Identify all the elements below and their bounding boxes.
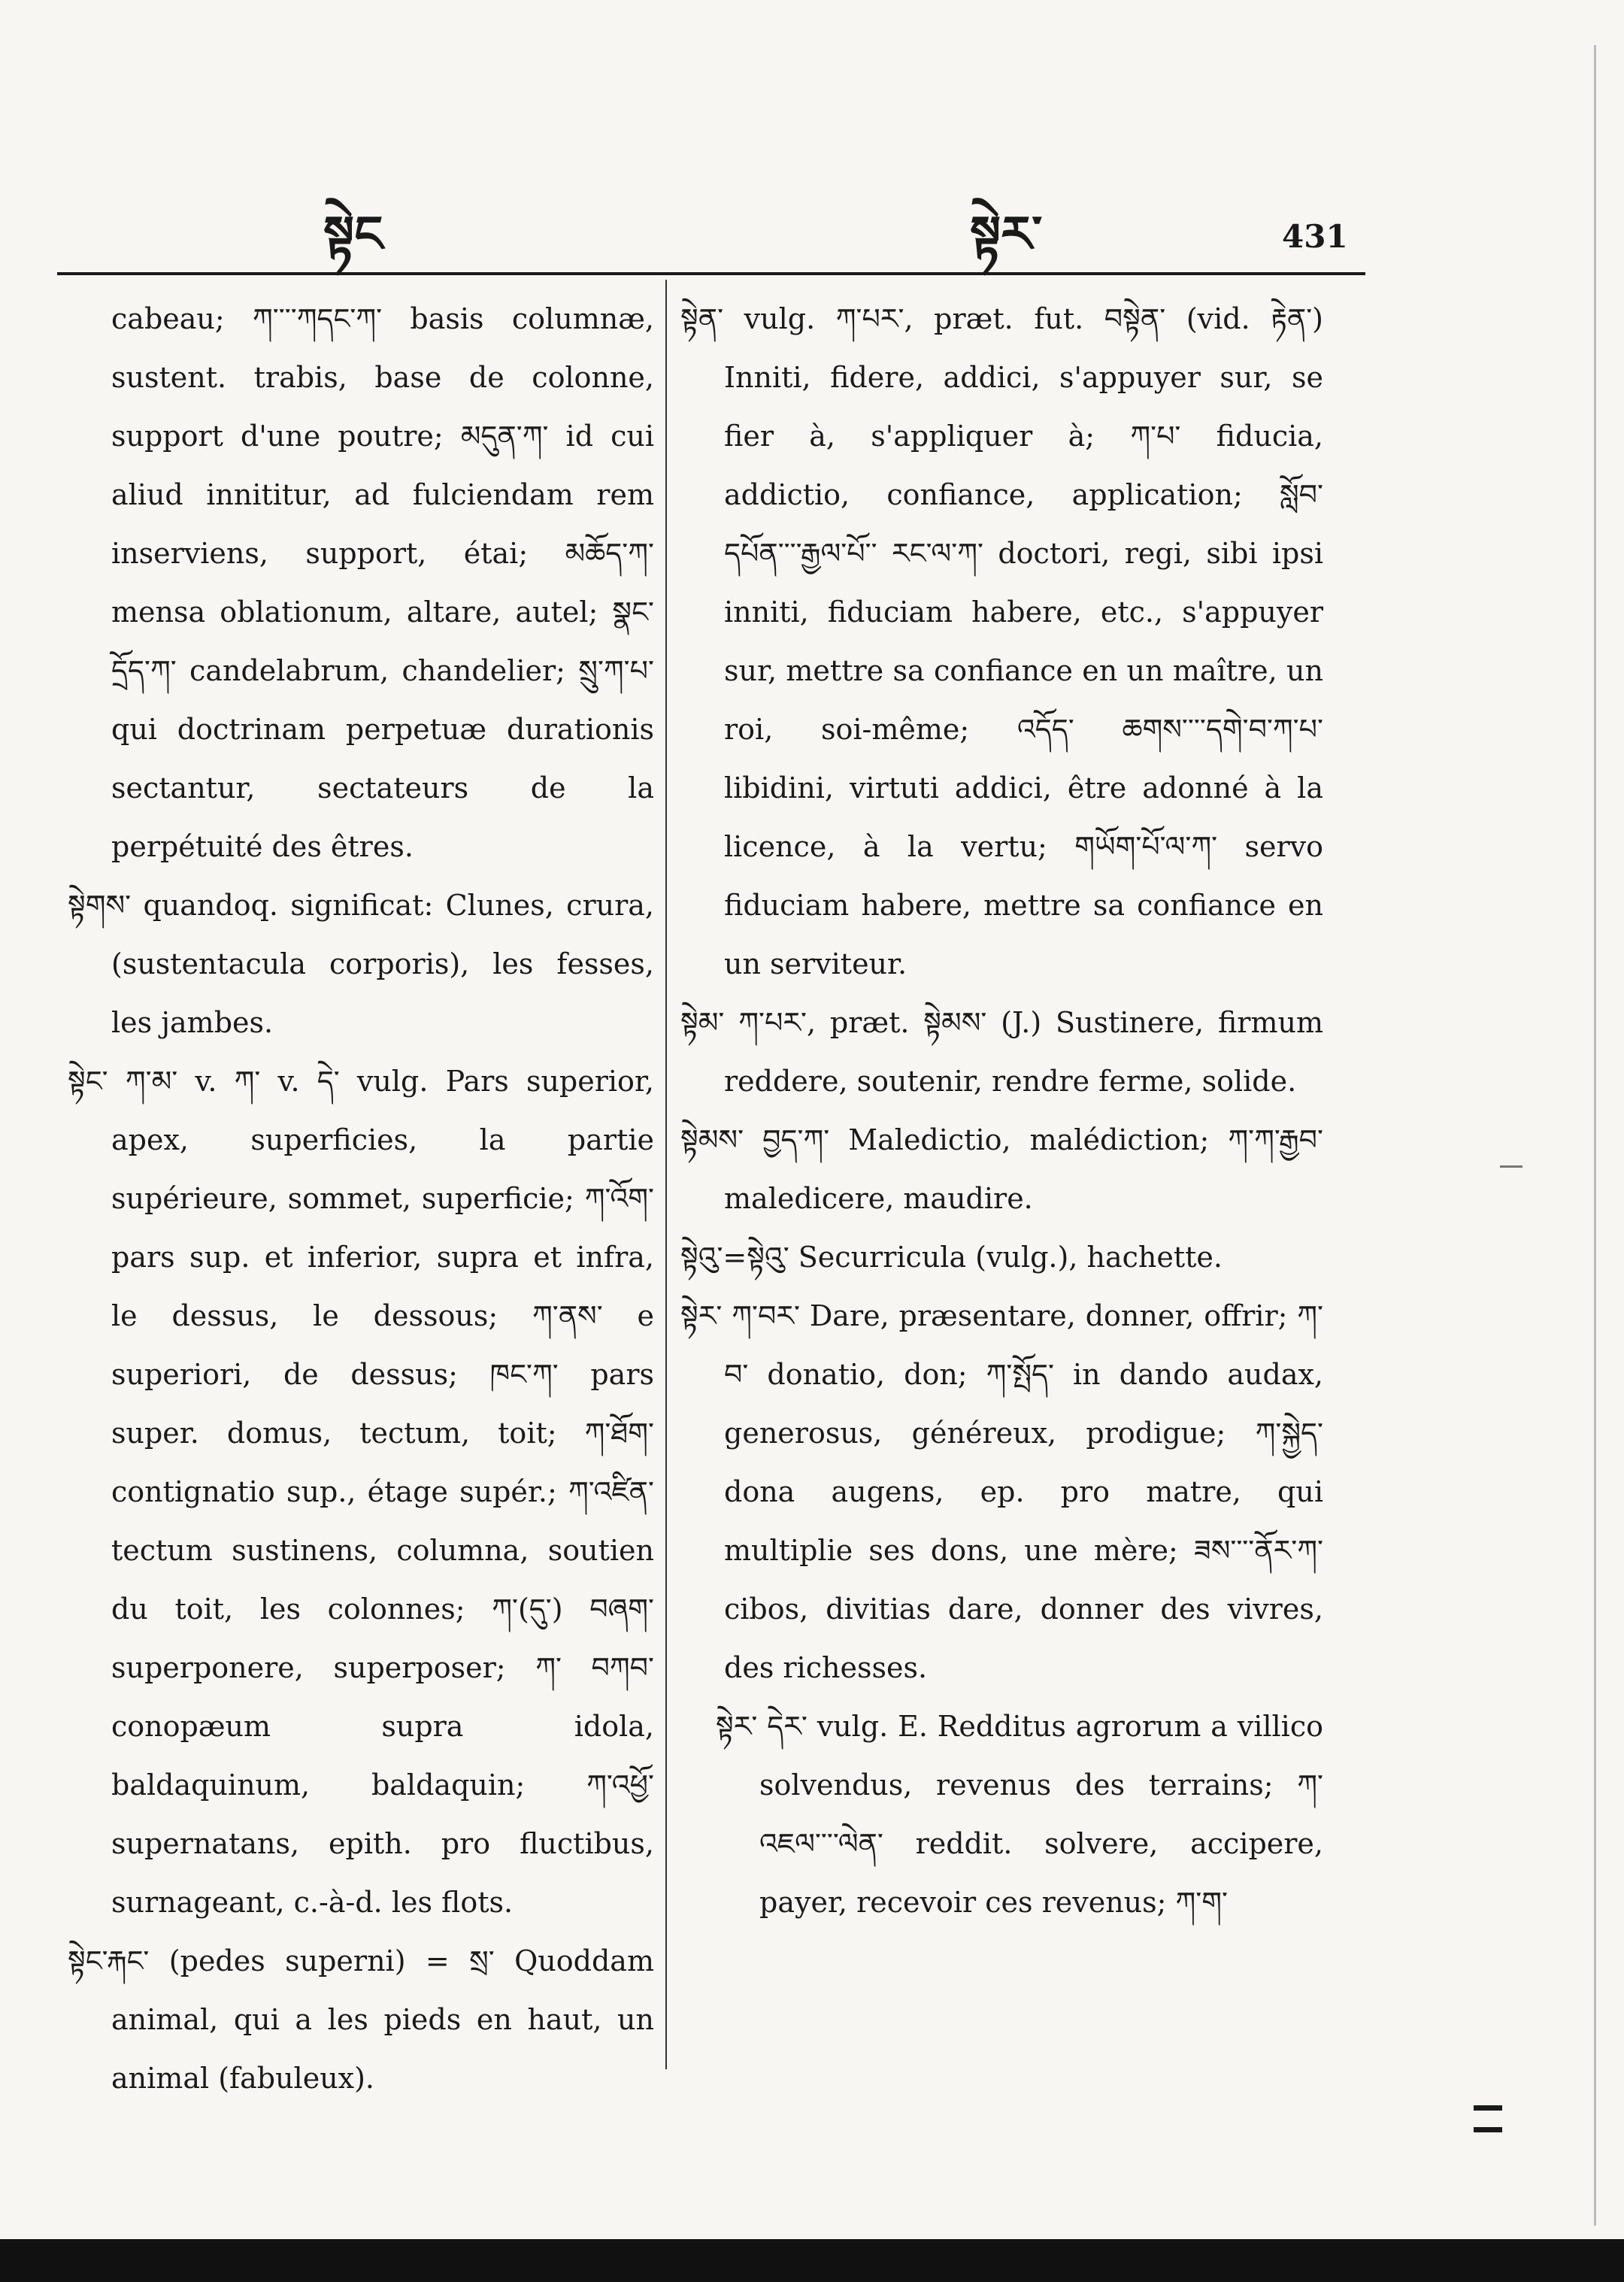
column-divider (665, 280, 667, 2069)
dictionary-entry: སྟེན་ vulg. ཀ་པར་, præt. fut. བསྟེན་ (vid. རྟེན་) Inniti, fidere, addici, s'appuyer sur, se fier à, s'appliquer à; ཀ་པ་ fiducia, addictio, confiance, application; སློབ་ དཔོན་་་་རྒྱལ་པོ་་ རང་ལ་ཀ་ doctori, regi, sibi ipsi inniti, fiduciam habere, etc., s'appuyer sur, mettre sa confiance en un maître, un roi, soi-même; འདོད་ ཆགས་་་་དགེ་བ་ཀ་པ་ libidini, virtuti addici, être adonné à la licence, à la vertu; གཡོག་པོ་ལ་ཀ་ servo fiduciam habere, mettre sa confiance en un serviteur. (680, 302, 1323, 980)
dictionary-entry: སྟེའུ་=སྟེའུ་ Securricula (vulg.), hachette. (680, 1241, 1223, 1274)
margin-dash (1500, 1165, 1522, 1168)
left-column (68, 289, 654, 2108)
dictionary-entry: སྟེང་ ཀ་མ་ v. ཀ་ v. དེ་ vulg. Pars superior, apex, superficies, la partie supérieure, sommet, superficie; ཀ་འོག་ pars sup. et inferior, supra et infra, le dessus, le dessous; ཀ་ནས་ e superiori, de dessus; ཁང་ཀ་ pars super. domus, tectum, toit; ཀ་ཐོག་ contignatio sup., étage supér.; ཀ་འཛིན་ tectum sustinens, columna, soutien du toit, les colonnes; ཀ་(དུ་) བཞག་ superponere, superposer; ཀ་ བཀབ་ conopæum supra idola, baldaquinum, baldaquin; ཀ་འཕྱོ་ supernatans, epith. pro fluctibus, surnageant, c.-à-d. les flots. (68, 1065, 654, 1919)
page-number: 431 (1282, 218, 1348, 255)
dictionary-entry: སྟེང་རྐང་ (pedes superni) = སྲ་ Quoddam animal, qui a les pieds en haut, un animal (fabuleux). (68, 1944, 654, 2095)
right-column (680, 289, 1323, 1932)
scan-bottom-band (0, 2239, 1624, 2282)
dictionary-entry: སྟེར་ ཀ་བར་ Dare, præsentare, donner, offrir; ཀ་བ་ donatio, don; ཀ་སྤོད་ in dando audax, generosus, généreux, prodigue; ཀ་སྐྱེད་ dona augens, ep. pro matre, qui multiplie ses dons, une mère; ཟས་་་་ནོར་ཀ་ cibos, divitias dare, donner des vivres, des richesses. (680, 1299, 1323, 1684)
running-headword-right: སྟེར་ (970, 205, 1043, 263)
dictionary-entry: སྟེམས་ བྱད་ཀ་ Maledictio, malédiction; ཀ་ཀ་རྒྱབ་ maledicere, maudire. (680, 1123, 1323, 1215)
dictionary-entry: cabeau; ཀ་་་་ཀདང་ཀ་ basis columnæ, sustent. trabis, base de colonne, support d'une poutre; མདུན་ཀ་ id cui aliud innititur, ad fulciendam rem inserviens, support, étai; མཆོད་ཀ་ mensa oblationum, altare, autel; སྣང་དྲོད་ཀ་ candelabrum, chandelier; སྲུ་ཀ་པ་ qui doctrinam perpetuæ durationis sectantur, sectateurs de la perpétuité des êtres. (111, 302, 654, 863)
page-edge-line (1594, 45, 1596, 2226)
margin-equals-mark-icon (1474, 2105, 1502, 2132)
dictionary-entry: སྟེགས་ quandoq. significat: Clunes, crura, (sustentacula corporis), les fesses, les jambes. (68, 889, 654, 1039)
dictionary-subentry: སྟེར་ དེར་ vulg. E. Redditus agrorum a villico solvendus, revenus des terrains; ཀ་འཇལ་་་་ལེན་ reddit. solvere, accipere, payer, recevoir ces revenus; ཀ་ག་ (716, 1710, 1323, 1919)
running-headword-left: སྟེང (323, 205, 383, 263)
header-rule (57, 272, 1365, 275)
dictionary-entry: སྟེམ་ ཀ་པར་, præt. སྟེམས་ (J.) Sustinere, firmum reddere, soutenir, rendre ferme, solide. (680, 1006, 1323, 1098)
